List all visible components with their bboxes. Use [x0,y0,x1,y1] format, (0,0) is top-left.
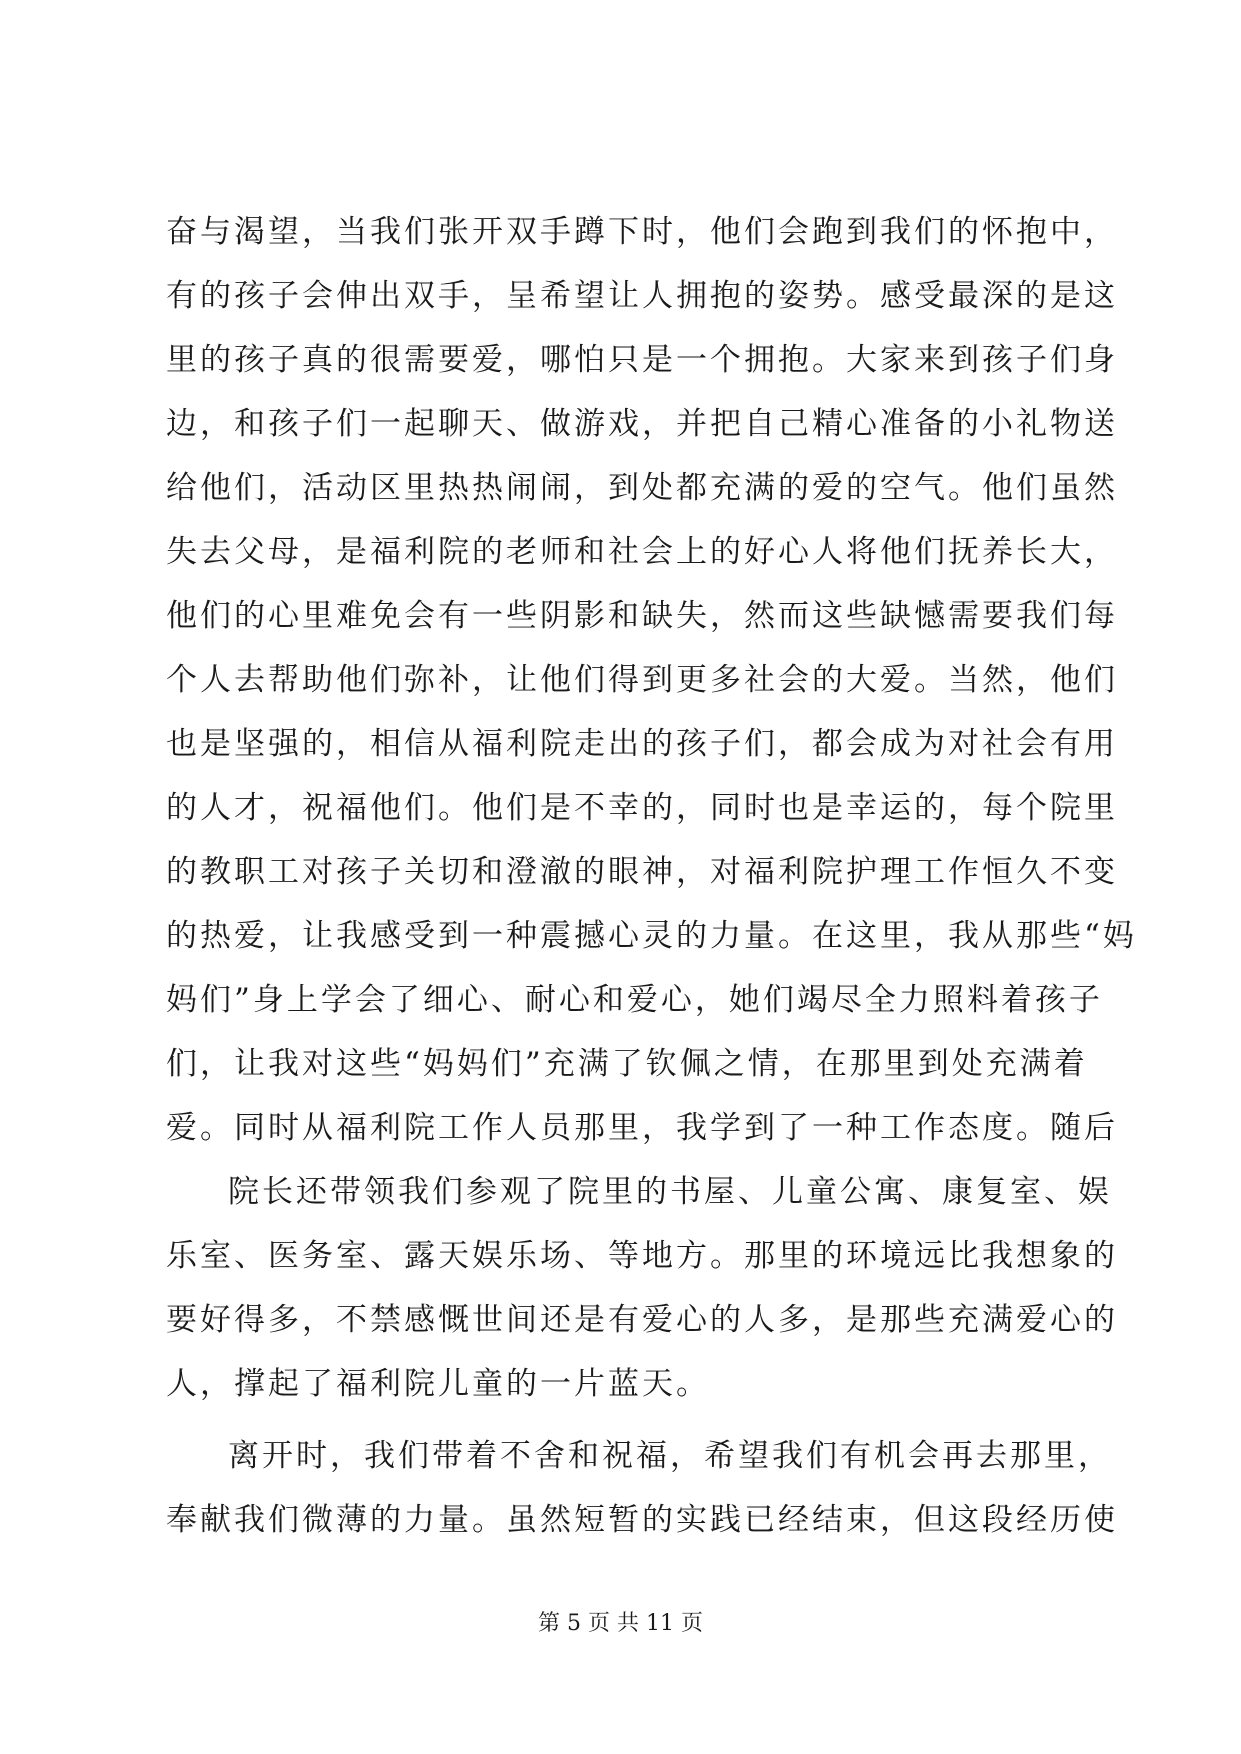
text-line: 离开时，我们带着不舍和祝福，希望我们有机会再去那里， [228,1438,1112,1474]
paragraph [166,200,1137,1160]
text-line: 的人才，祝福他们。他们是不幸的，同时也是幸运的，每个院里 [166,790,1118,826]
body-text [166,200,1137,1552]
text-line: 乐室、医务室、露天娱乐场、等地方。那里的环境远比我想象的 [166,1238,1118,1274]
text-line: 给他们，活动区里热热闹闹，到处都充满的爱的空气。他们虽然 [166,470,1118,506]
page-number-footer: 第 5 页 共 11 页 [538,1611,703,1636]
paragraph [166,1424,1118,1552]
paragraph [166,1160,1118,1416]
text-line: 失去父母，是福利院的老师和社会上的好心人将他们抚养长大， [166,534,1118,570]
text-line: 的热爱，让我感受到一种震撼心灵的力量。在这里，我从那些“妈 [166,918,1137,954]
text-line: 妈们”身上学会了细心、耐心和爱心，她们竭尽全力照料着孩子 [166,982,1103,1018]
text-line: 有的孩子会伸出双手，呈希望让人拥抱的姿势。感受最深的是这 [166,278,1118,314]
text-line: 也是坚强的，相信从福利院走出的孩子们，都会成为对社会有用 [166,726,1118,762]
text-line: 边，和孩子们一起聊天、做游戏，并把自己精心准备的小礼物送 [166,406,1118,442]
text-line: 个人去帮助他们弥补，让他们得到更多社会的大爱。当然，他们 [166,662,1118,698]
text-line: 里的孩子真的很需要爱，哪怕只是一个拥抱。大家来到孩子们身 [166,342,1118,378]
text-line: 要好得多，不禁感慨世间还是有爱心的人多，是那些充满爱心的 [166,1302,1118,1338]
text-line: 奉献我们微薄的力量。虽然短暂的实践已经结束，但这段经历使 [166,1502,1118,1538]
paragraph-gap [166,1416,1086,1424]
text-line: 奋与渴望，当我们张开双手蹲下时，他们会跑到我们的怀抱中， [166,214,1118,250]
text-line: 的教职工对孩子关切和澄澈的眼神，对福利院护理工作恒久不变 [166,854,1118,890]
text-line: 爱。同时从福利院工作人员那里，我学到了一种工作态度。随后 [166,1110,1118,1146]
text-line: 他们的心里难免会有一些阴影和缺失，然而这些缺憾需要我们每 [166,598,1118,634]
text-line: 院长还带领我们参观了院里的书屋、儿童公寓、康复室、娱 [228,1174,1112,1210]
text-line: 人，撑起了福利院儿童的一片蓝天。 [166,1366,710,1402]
text-line: 们，让我对这些“妈妈们”充满了钦佩之情，在那里到处充满着 [166,1046,1088,1082]
